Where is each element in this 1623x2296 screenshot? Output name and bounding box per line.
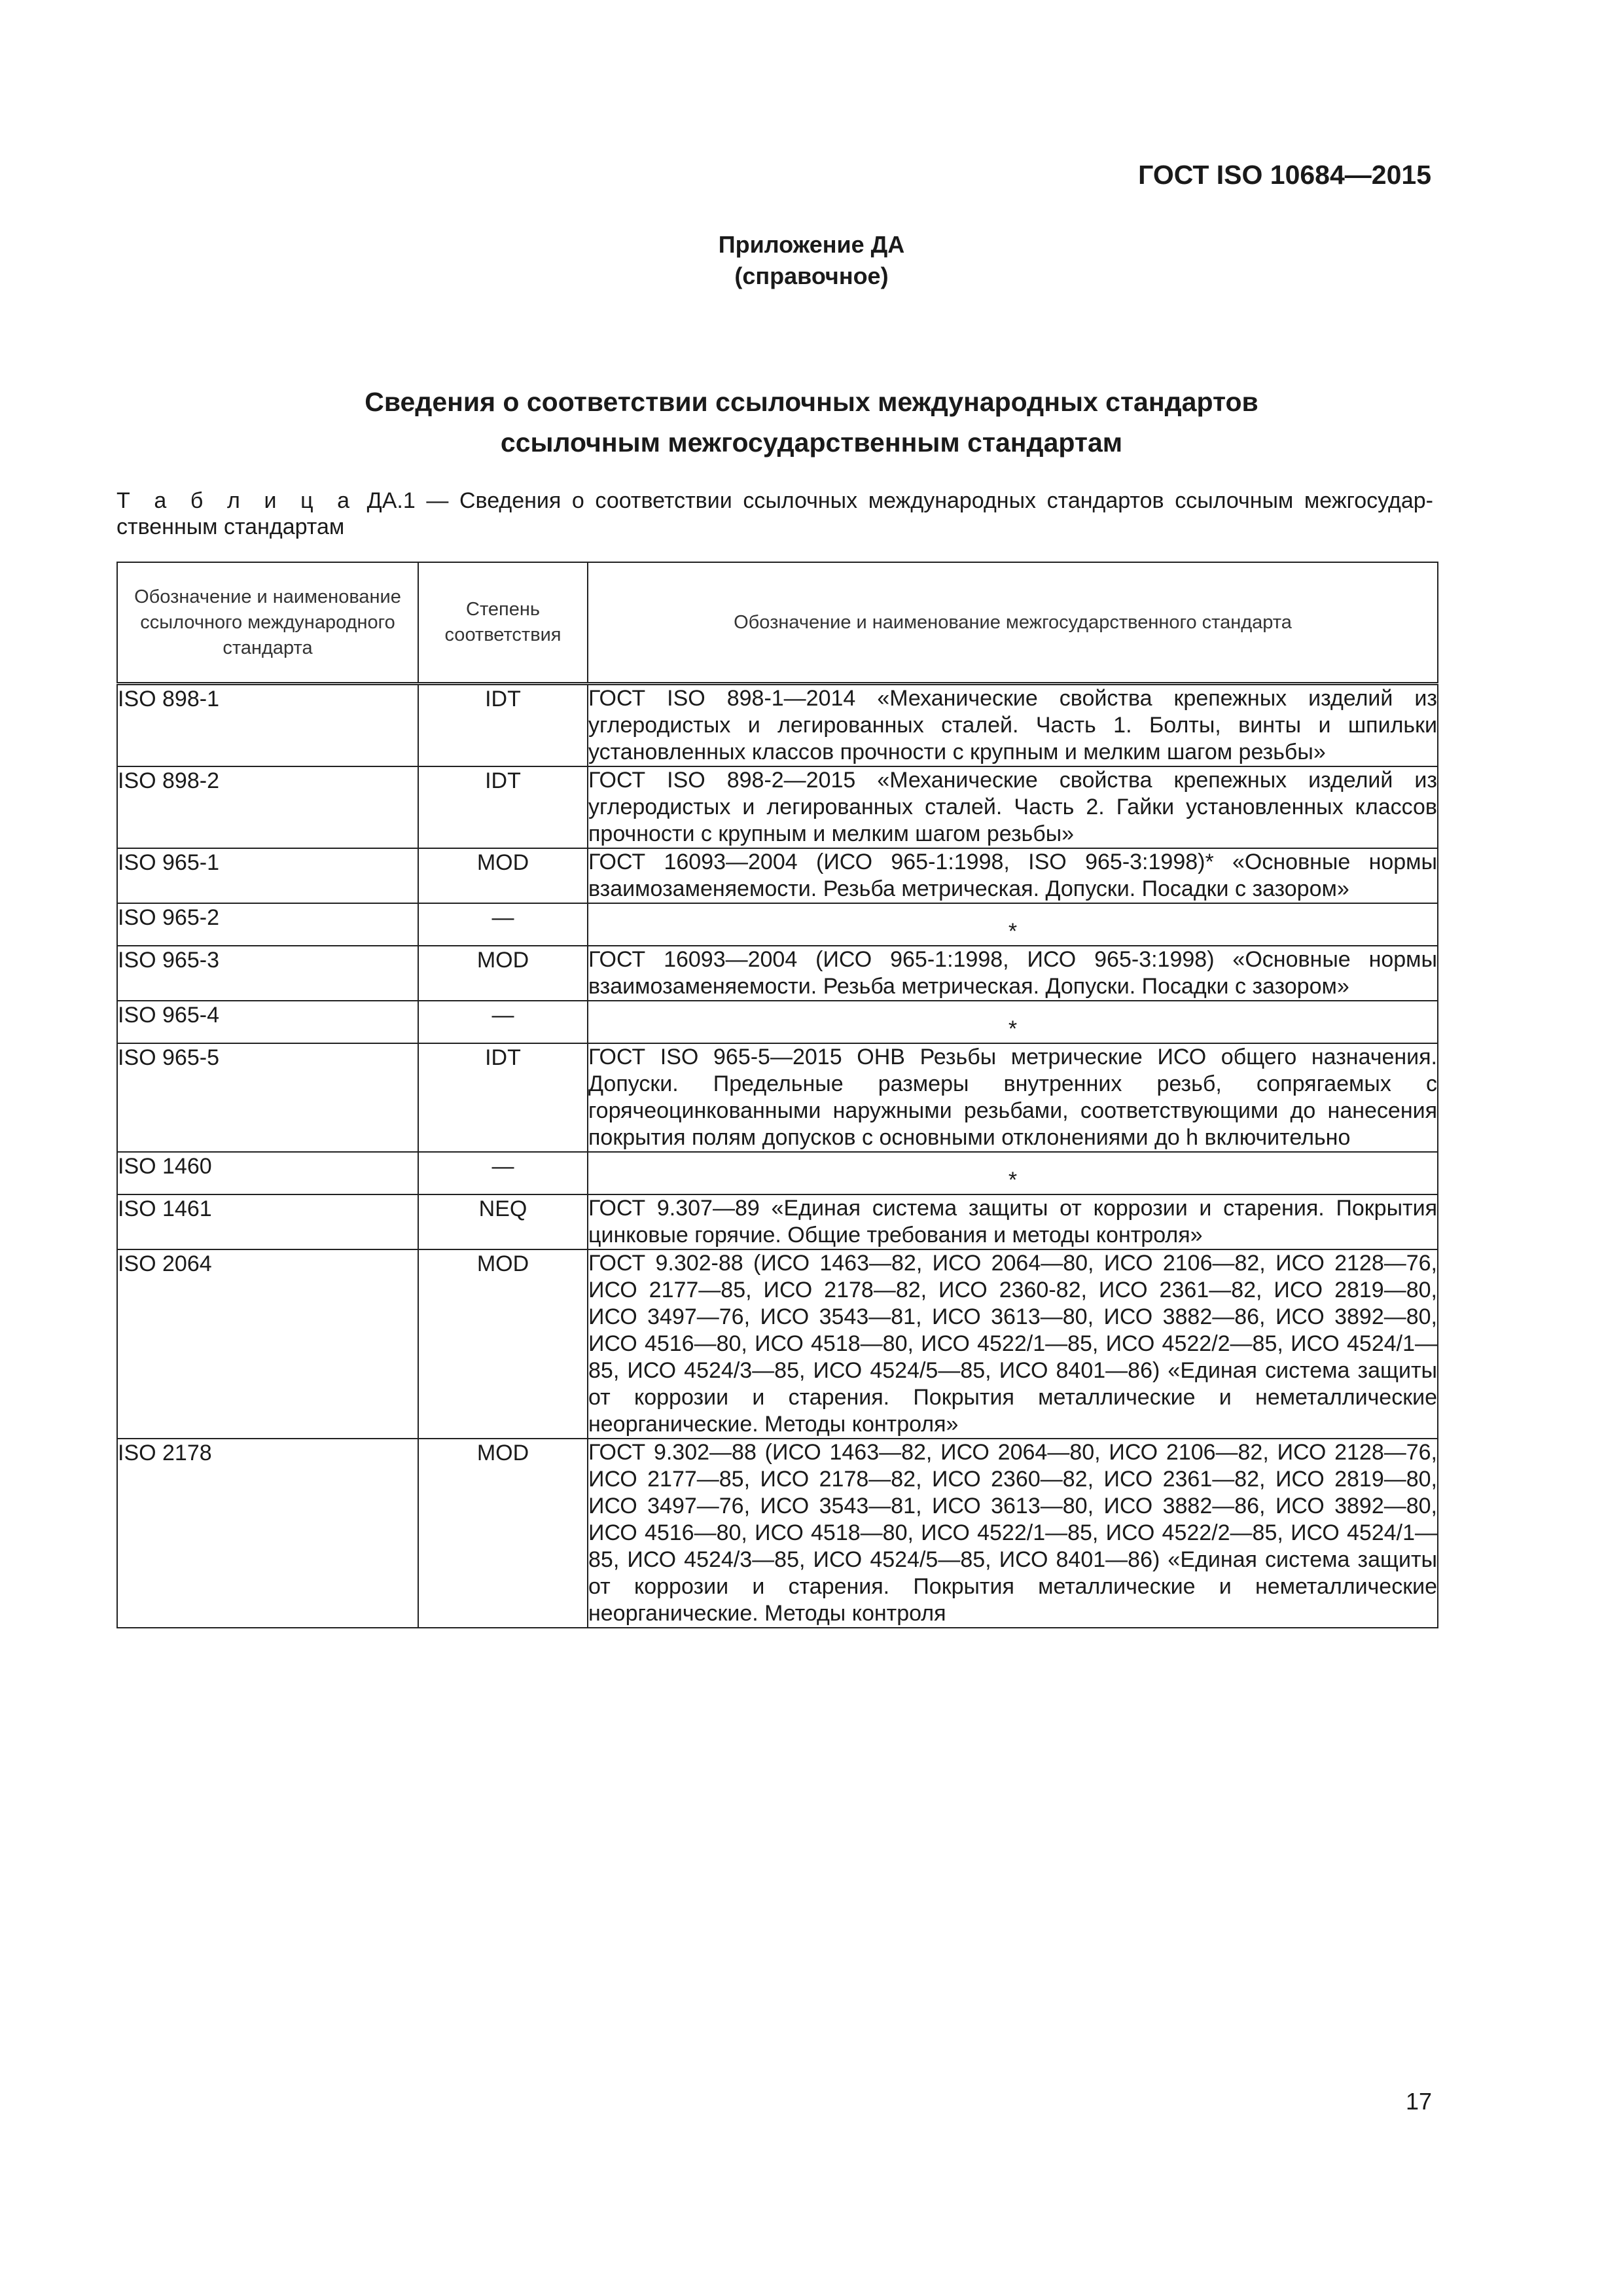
annex-heading [0,229,1623,292]
degree-cell: — [418,1152,588,1194]
header-interstate-standard: Обозначение и наименование межгосударственного стандарта [588,562,1438,684]
international-standard-cell: ISO 1461 [117,1194,418,1249]
interstate-standard-cell: * [588,903,1438,946]
degree-cell: MOD [418,848,588,903]
table-row [117,848,1438,903]
table-row [117,1043,1438,1152]
international-standard-cell: ISO 898-2 [117,766,418,848]
table-row [117,903,1438,946]
table-header-row [117,562,1438,684]
degree-cell: IDT [418,1043,588,1152]
international-standard-cell: ISO 965-2 [117,903,418,946]
international-standard-cell: ISO 2064 [117,1249,418,1439]
degree-cell: NEQ [418,1194,588,1249]
interstate-standard-cell: ГОСТ 9.302-88 (ИСО 1463—82, ИСО 2064—80, ИСО 2106—82, ИСО 2128—76, ИСО 2177—85, ИСО 2178—82, ИСО 2360-82, ИСО 2361—82, ИСО 2819—80, ИСО 3497—76, ИСО 3543—81, ИСО 3613—80, ИСО 3882—86, ИСО 3892—80, ИСО 4516—80, ИСО 4518—80, ИСО 4522/1—85, ИСО 4522/2—85, ИСО 4524/1—85, ИСО 4524/3—85, ИСО 4524/5—85, ИСО 8401—86) «Единая система защиты от коррозии и старения. Покрытия металлические и неметаллические неорганические. Методы контроля» [588,1249,1438,1439]
table-row [117,1249,1438,1439]
interstate-standard-cell: * [588,1152,1438,1194]
document-code: ГОСТ ISO 10684—2015 [1138,160,1431,190]
degree-cell: IDT [418,684,588,767]
section-title [0,382,1623,463]
annex-subtitle: (справочное) [734,262,889,289]
table-caption-prefix: Т а б л и ц а [116,488,357,513]
interstate-standard-cell: * [588,1001,1438,1043]
table-row [117,1001,1438,1043]
table-row [117,1194,1438,1249]
international-standard-cell: ISO 965-3 [117,946,418,1001]
international-standard-cell: ISO 898-1 [117,684,418,767]
section-title-line-1: Сведения о соответствии ссылочных международных стандартов [365,387,1258,417]
table-caption-line-2: ственным стандартам [116,514,345,539]
section-title-line-2: ссылочным межгосударственным стандартам [500,427,1123,457]
interstate-standard-cell: ГОСТ 9.302—88 (ИСО 1463—82, ИСО 2064—80, ИСО 2106—82, ИСО 2128—76, ИСО 2177—85, ИСО 2178—82, ИСО 2360—82, ИСО 2361—82, ИСО 2819—80, ИСО 3497—76, ИСО 3543—81, ИСО 3613—80, ИСО 3882—86, ИСО 3892—80, ИСО 4516—80, ИСО 4518—80, ИСО 4522/1—85, ИСО 4522/2—85, ИСО 4524/1—85, ИСО 4524/3—85, ИСО 4524/5—85, ИСО 8401—86) «Единая система защиты от коррозии и старения. Покрытия металлические и неметаллические неорганические. Методы контроля [588,1439,1438,1628]
table-caption-line-1 [116,488,1433,514]
international-standard-cell: ISO 965-1 [117,848,418,903]
header-degree-of-correspondence: Степень соответствия [418,562,588,684]
interstate-standard-cell: ГОСТ 16093—2004 (ИСО 965-1:1998, ИСО 965-3:1998) «Основные нормы взаимозаменяемости. Резьба метрическая. Допуски. Посадки с зазором» [588,946,1438,1001]
degree-cell: MOD [418,1249,588,1439]
table-row [117,1152,1438,1194]
international-standard-cell: ISO 1460 [117,1152,418,1194]
standards-correspondence-table [116,562,1438,1628]
table-caption [116,488,1433,540]
table-row [117,684,1438,767]
table-row [117,946,1438,1001]
interstate-standard-cell: ГОСТ 9.307—89 «Единая система защиты от коррозии и старения. Покрытия цинковые горячие. Общие требования и методы контроля» [588,1194,1438,1249]
header-international-standard: Обозначение и наименование ссылочного международного стандарта [117,562,418,684]
interstate-standard-cell: ГОСТ ISO 898-2—2015 «Механические свойства крепежных изделий из углеродистых и легированных сталей. Часть 2. Гайки установленных классов прочности с крупным и мелким шагом резьбы» [588,766,1438,848]
degree-cell: — [418,1001,588,1043]
degree-cell: — [418,903,588,946]
annex-title: Приложение ДА [718,231,905,258]
interstate-standard-cell: ГОСТ ISO 965-5—2015 ОНВ Резьбы метрические ИСО общего назначения. Допуски. Предельные размеры внутренних резьб, сопрягаемых с горячеоцинкованными наружными резьбами, соответствующими до нанесения покрытия полям допусков с основными отклонениями до h включительно [588,1043,1438,1152]
international-standard-cell: ISO 965-5 [117,1043,418,1152]
table-row [117,1439,1438,1628]
interstate-standard-cell: ГОСТ ISO 898-1—2014 «Механические свойства крепежных изделий из углеродистых и легированных сталей. Часть 1. Болты, винты и шпильки установленных классов прочности с крупным и мелким шагом резьбы» [588,684,1438,767]
interstate-standard-cell: ГОСТ 16093—2004 (ИСО 965-1:1998, ISO 965-3:1998)* «Основные нормы взаимозаменяемости. Резьба метрическая. Допуски. Посадки с зазором» [588,848,1438,903]
table-row [117,766,1438,848]
degree-cell: MOD [418,1439,588,1628]
degree-cell: MOD [418,946,588,1001]
degree-cell: IDT [418,766,588,848]
international-standard-cell: ISO 2178 [117,1439,418,1628]
international-standard-cell: ISO 965-4 [117,1001,418,1043]
page-number: 17 [1405,2088,1432,2115]
table-caption-text: ДА.1 — Сведения о соответствии ссылочных международных стандартов ссылочным межгосудар- [356,488,1433,513]
